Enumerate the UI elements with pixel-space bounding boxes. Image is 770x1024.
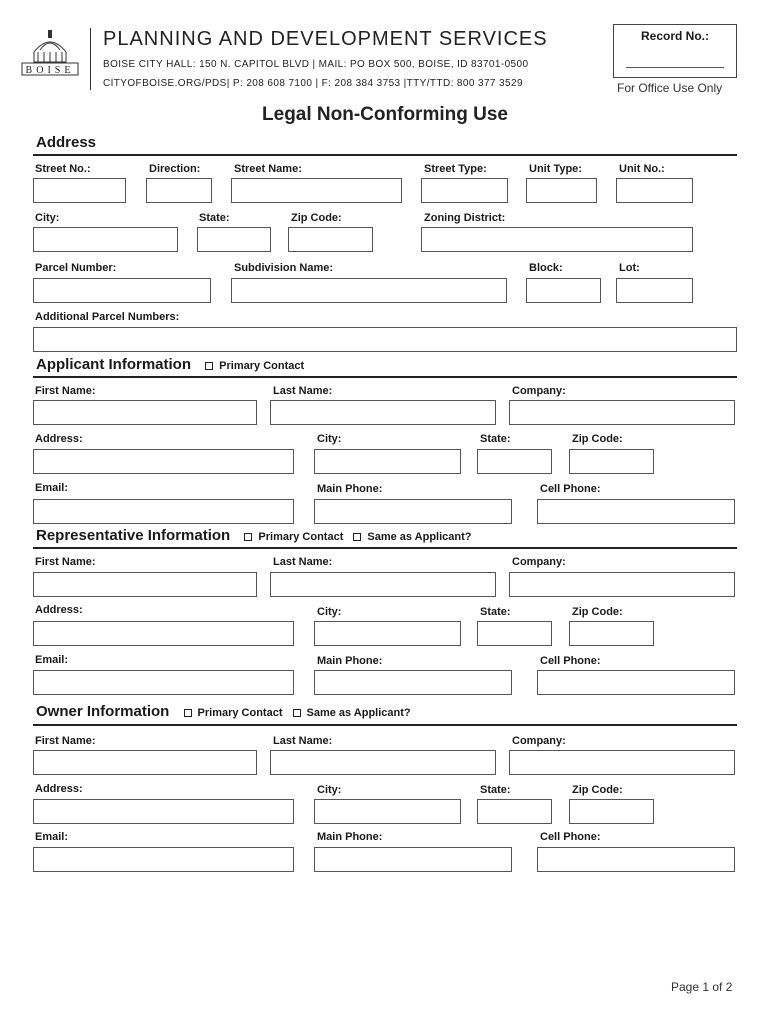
label-address: Address: [35,783,83,795]
owner-main-phone-field[interactable] [314,847,512,872]
additional-parcels-field[interactable] [33,327,737,352]
label-direction: Direction: [149,163,201,175]
section-rule [33,154,737,156]
label-first-name: First Name: [35,735,96,747]
office-use-note: For Office Use Only [617,81,723,95]
label-main-phone: Main Phone: [317,655,383,667]
record-number-box [613,24,737,78]
label-unit-type: Unit Type: [529,163,582,175]
label-street-name: Street Name: [234,163,302,175]
label-company: Company: [512,556,566,568]
section-title-applicant [36,356,304,373]
form-title: Legal Non-Conforming Use [262,104,508,125]
applicant-main-phone-field[interactable] [314,499,512,524]
org-contact: CITYOFBOISE.ORG/PDS| P: 208 608 7100 | F: 208 384 3753 |TTY/TTD: 800 377 3529 [103,78,523,89]
owner-city-field[interactable] [314,799,461,824]
label-address: Address: [35,433,83,445]
label-email: Email: [35,831,69,843]
label-state: State: [480,606,511,618]
record-number-line [626,67,724,68]
label-zoning-district: Zoning District: [424,212,506,224]
representative-same-label: Same as Applicant? [367,531,472,543]
label-cell-phone: Cell Phone: [540,483,601,495]
representative-primary-checkbox[interactable] [244,533,252,541]
label-first-name: First Name: [35,556,96,568]
label-additional-parcels: Additional Parcel Numbers: [35,311,180,323]
unit-no-field[interactable] [616,178,693,203]
label-zip: Zip Code: [572,784,623,796]
lot-field[interactable] [616,278,693,303]
label-state: State: [480,784,511,796]
label-main-phone: Main Phone: [317,483,383,495]
representative-primary-label: Primary Contact [258,531,344,543]
owner-title: Owner Information [36,703,170,720]
label-last-name: Last Name: [273,735,333,747]
representative-email-field[interactable] [33,670,294,695]
boise-logo [18,26,82,82]
label-parcel-number: Parcel Number: [35,262,117,274]
representative-state-field[interactable] [477,621,552,646]
label-state: State: [480,433,511,445]
city-field[interactable] [33,227,178,252]
svg-text:BOISE: BOISE [25,65,75,76]
label-street-type: Street Type: [424,163,487,175]
label-city: City: [35,212,60,224]
street-no-field[interactable] [33,178,126,203]
section-rule [33,376,737,378]
org-address: BOISE CITY HALL: 150 N. CAPITOL BLVD | MAIL: PO BOX 500, BOISE, ID 83701-0500 [103,59,529,70]
representative-first-name-field[interactable] [33,572,257,597]
label-address: Address: [35,604,83,616]
applicant-email-field[interactable] [33,499,294,524]
label-city: City: [317,606,342,618]
applicant-city-field[interactable] [314,449,461,474]
owner-zip-field[interactable] [569,799,654,824]
label-subdivision: Subdivision Name: [234,262,334,274]
applicant-last-name-field[interactable] [270,400,496,425]
owner-cell-phone-field[interactable] [537,847,735,872]
representative-same-checkbox[interactable] [353,533,361,541]
section-title-owner [36,703,411,720]
label-company: Company: [512,385,566,397]
representative-company-field[interactable] [509,572,735,597]
label-first-name: First Name: [35,385,96,397]
street-type-field[interactable] [421,178,508,203]
representative-zip-field[interactable] [569,621,654,646]
page-number: Page 1 of 2 [671,980,733,994]
record-label: Record No.: [640,29,709,43]
applicant-title: Applicant Information [36,356,191,373]
parcel-number-field[interactable] [33,278,211,303]
owner-last-name-field[interactable] [270,750,496,775]
owner-first-name-field[interactable] [33,750,257,775]
subdivision-field[interactable] [231,278,507,303]
representative-cell-phone-field[interactable] [537,670,735,695]
label-email: Email: [35,482,69,494]
org-title: PLANNING AND DEVELOPMENT SERVICES [103,28,548,50]
label-cell-phone: Cell Phone: [540,655,601,667]
header-divider [90,28,91,90]
applicant-primary-checkbox[interactable] [205,362,213,370]
zip-field[interactable] [288,227,373,252]
label-main-phone: Main Phone: [317,831,383,843]
representative-city-field[interactable] [314,621,461,646]
owner-company-field[interactable] [509,750,735,775]
applicant-first-name-field[interactable] [33,400,257,425]
applicant-primary-label: Primary Contact [219,360,305,372]
label-last-name: Last Name: [273,556,333,568]
label-block: Block: [529,262,563,274]
applicant-zip-field[interactable] [569,449,654,474]
label-zip: Zip Code: [291,212,342,224]
representative-title: Representative Information [36,527,231,544]
label-unit-no: Unit No.: [619,163,665,175]
label-lot: Lot: [619,262,640,274]
owner-primary-checkbox[interactable] [184,709,192,717]
block-field[interactable] [526,278,601,303]
section-title-representative [36,527,472,544]
owner-state-field[interactable] [477,799,552,824]
owner-email-field[interactable] [33,847,294,872]
owner-address-field[interactable] [33,799,294,824]
owner-primary-label: Primary Contact [197,707,283,719]
label-city: City: [317,433,342,445]
representative-address-field[interactable] [33,621,294,646]
section-title-address: Address [36,134,97,151]
label-last-name: Last Name: [273,385,333,397]
applicant-company-field[interactable] [509,400,735,425]
label-zip: Zip Code: [572,433,623,445]
applicant-cell-phone-field[interactable] [537,499,735,524]
applicant-address-field[interactable] [33,449,294,474]
label-email: Email: [35,654,69,666]
owner-same-checkbox[interactable] [293,709,301,717]
label-state: State: [199,212,230,224]
direction-field[interactable] [146,178,212,203]
section-rule [33,724,737,726]
unit-type-field[interactable] [526,178,597,203]
label-cell-phone: Cell Phone: [540,831,601,843]
owner-same-label: Same as Applicant? [306,707,411,719]
street-name-field[interactable] [231,178,402,203]
representative-last-name-field[interactable] [270,572,496,597]
label-street-no: Street No.: [35,163,91,175]
label-city: City: [317,784,342,796]
label-company: Company: [512,735,566,747]
state-field[interactable] [197,227,271,252]
section-rule [33,547,737,549]
label-zip: Zip Code: [572,606,623,618]
applicant-state-field[interactable] [477,449,552,474]
zoning-district-field[interactable] [421,227,693,252]
representative-main-phone-field[interactable] [314,670,512,695]
